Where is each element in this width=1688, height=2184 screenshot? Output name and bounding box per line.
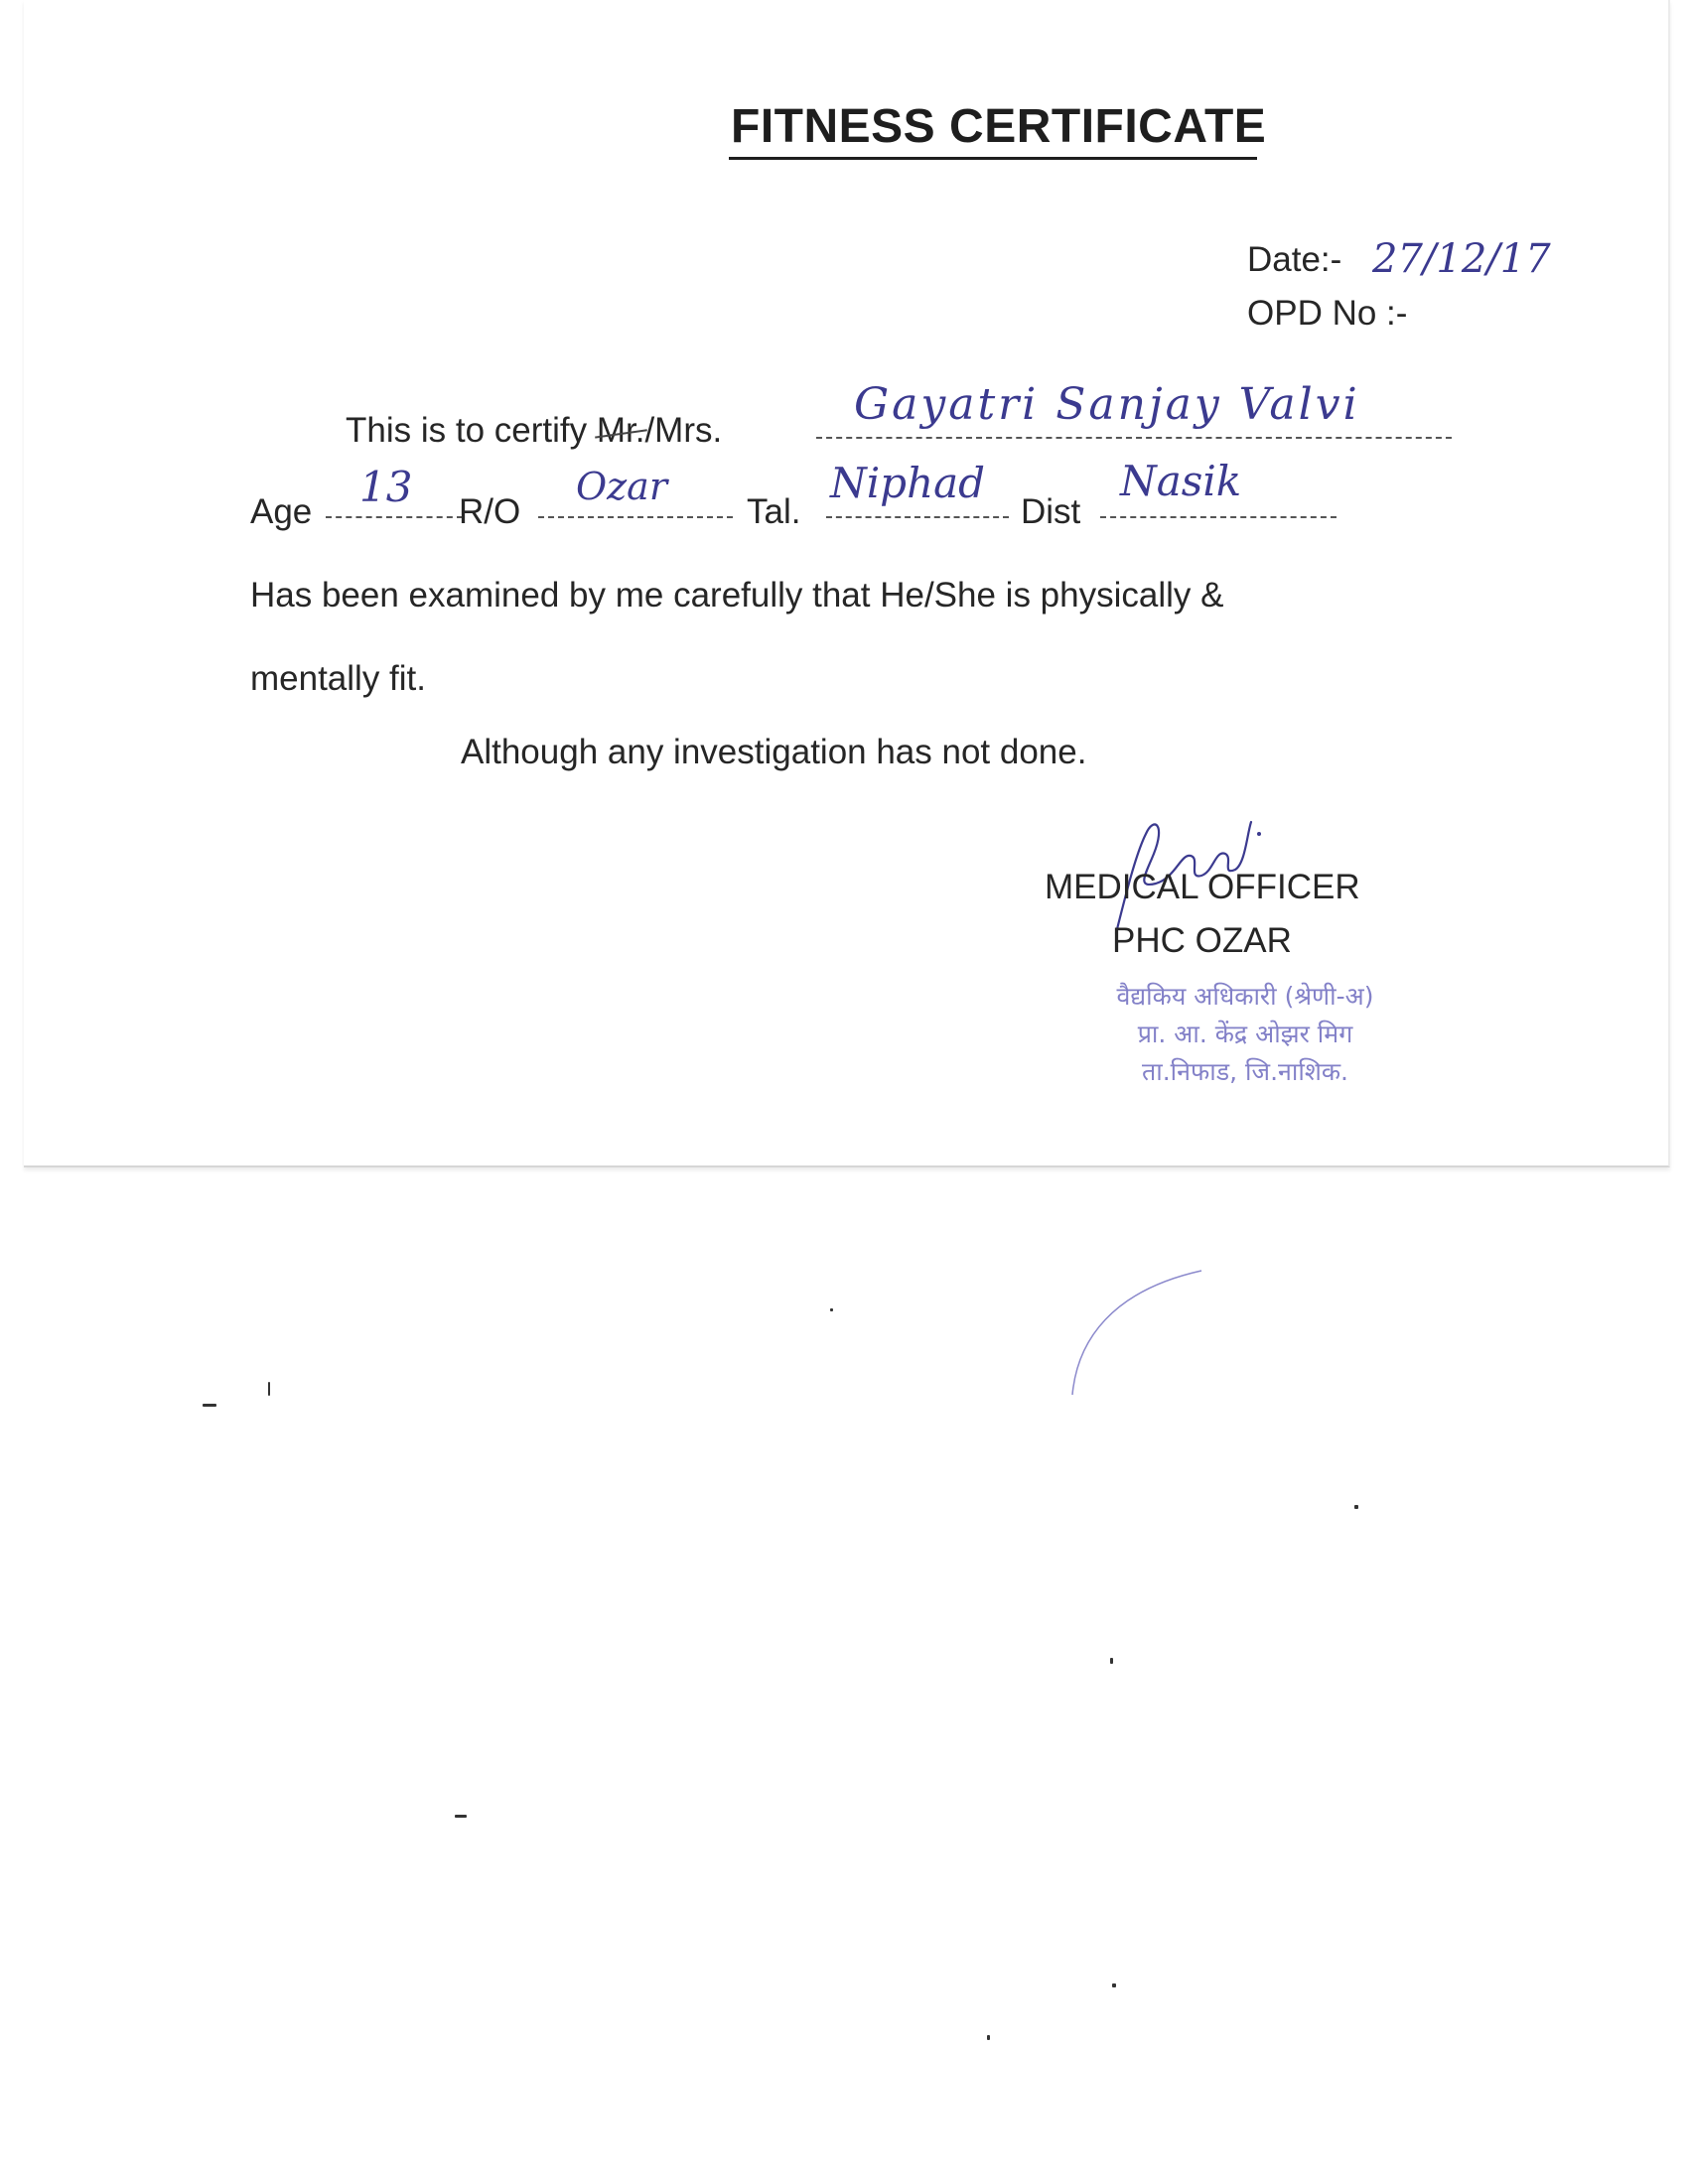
body-line-1: Has been examined by me carefully that He/She is physically & <box>250 576 1224 614</box>
paper-speck <box>268 1382 270 1396</box>
stamp-line-3: ता.निफाड, जि.नाशिक. <box>1142 1057 1348 1086</box>
paper-speck <box>455 1815 467 1818</box>
struck-mr: Mr. <box>596 411 645 450</box>
opd-label: OPD No :- <box>1247 294 1408 333</box>
date-label: Date:- <box>1247 240 1342 279</box>
certificate-title: FITNESS CERTIFICATE <box>731 100 1267 153</box>
stamp-line-2: प्रा. आ. केंद्र ओझर मिग <box>1137 1020 1353 1048</box>
stamp-line-1: वैद्यकिय अधिकारी (श्रेणी-अ) <box>1116 982 1374 1011</box>
certificate-sheet <box>24 0 1670 1167</box>
tal-label: Tal. <box>747 492 801 531</box>
paper-speck <box>1354 1505 1358 1509</box>
ro-value: Ozar <box>576 465 667 508</box>
body-line-3: Although any investigation has not done. <box>461 733 1087 771</box>
ro-dashes <box>538 516 733 518</box>
paper-speck <box>203 1404 216 1407</box>
dist-label: Dist <box>1021 492 1081 531</box>
stray-pen-arc <box>1053 1251 1211 1400</box>
certify-line <box>346 411 722 451</box>
officer-place: PHC OZAR <box>1112 921 1292 960</box>
age-dashes <box>326 516 463 518</box>
name-dashes <box>816 437 1452 439</box>
dist-dashes <box>1100 516 1336 518</box>
certify-prefix: This is to certify <box>346 411 597 450</box>
paper-speck <box>987 2035 990 2040</box>
age-value: 13 <box>359 463 413 511</box>
body-line-2: mentally fit. <box>250 659 426 698</box>
paper-speck <box>1110 1658 1113 1664</box>
title-underline <box>729 157 1257 160</box>
dist-value: Nasik <box>1120 457 1242 505</box>
date-value: 27/12/17 <box>1372 236 1551 282</box>
name-value: Gayatri Sanjay Valvi <box>854 379 1360 430</box>
official-stamp <box>1027 978 1464 1091</box>
tal-value: Niphad <box>830 459 986 507</box>
paper-speck <box>830 1308 833 1311</box>
officer-title: MEDICAL OFFICER <box>1045 868 1360 906</box>
tal-dashes <box>826 516 1009 518</box>
mrs-text: /Mrs. <box>644 411 723 450</box>
age-label: Age <box>250 492 313 531</box>
ro-label: R/O <box>459 492 521 531</box>
paper-speck <box>1112 1983 1116 1987</box>
